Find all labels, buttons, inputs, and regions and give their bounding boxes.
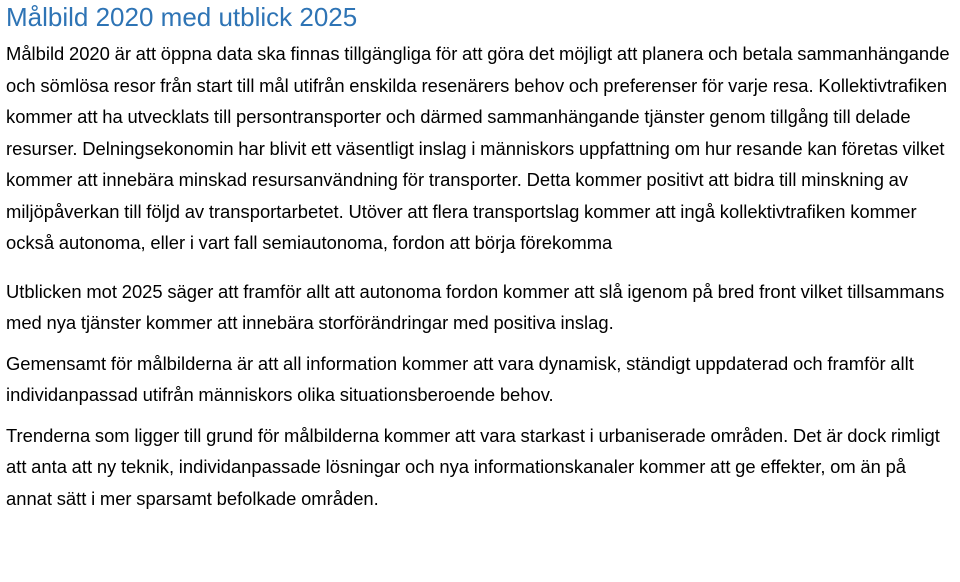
paragraph-malbild-2020: Målbild 2020 är att öppna data ska finnas tillgängliga för att göra det möjligt att planera och betala sammanhängande och sömlösa resor från start till mål utifrån enskilda resenärers behov och preferenser för varje resa. Kollektivtrafiken kommer att ha utvecklats till persontransporter och därmed sammanhängande tjänster genom tillgång till delade resurser. Delningsekonomin har blivit ett väsentligt inslag i människors uppfattning om hur resande kan företas vilket kommer att innebära minskad resursanvändning för transporter. Detta kommer positivt att bidra till minskning av miljöpåverkan till följd av transportarbetet. Utöver att flera transportslag kommer att ingå kollektivtrafiken kommer också autonoma, eller i vart fall semiautonoma, fordon att börja förekomma <box>6 43 950 253</box>
document-page <box>6 0 956 514</box>
paragraph-trenderna: Trenderna som ligger till grund för målbilderna kommer att vara starkast i urbaniserade områden. Det är dock rimligt att anta att ny teknik, individanpassade lösningar och nya informationskanaler kommer att ge effekter, om än på annat sätt i mer sparsamt befolkade områden. <box>6 424 940 509</box>
paragraph-gemensamt: Gemensamt för målbilderna är att all information kommer att vara dynamisk, ständigt uppdaterad och framför allt individanpassad utifrån människors olika situationsberoende behov. <box>6 352 914 405</box>
paragraph-utblick-2025: Utblicken mot 2025 säger att framför allt att autonoma fordon kommer att slå igenom på bred front vilket tillsammans med nya tjänster kommer att innebära storförändringar med positiva inslag. <box>6 280 945 333</box>
page-title: Målbild 2020 med utblick 2025 <box>6 2 358 32</box>
